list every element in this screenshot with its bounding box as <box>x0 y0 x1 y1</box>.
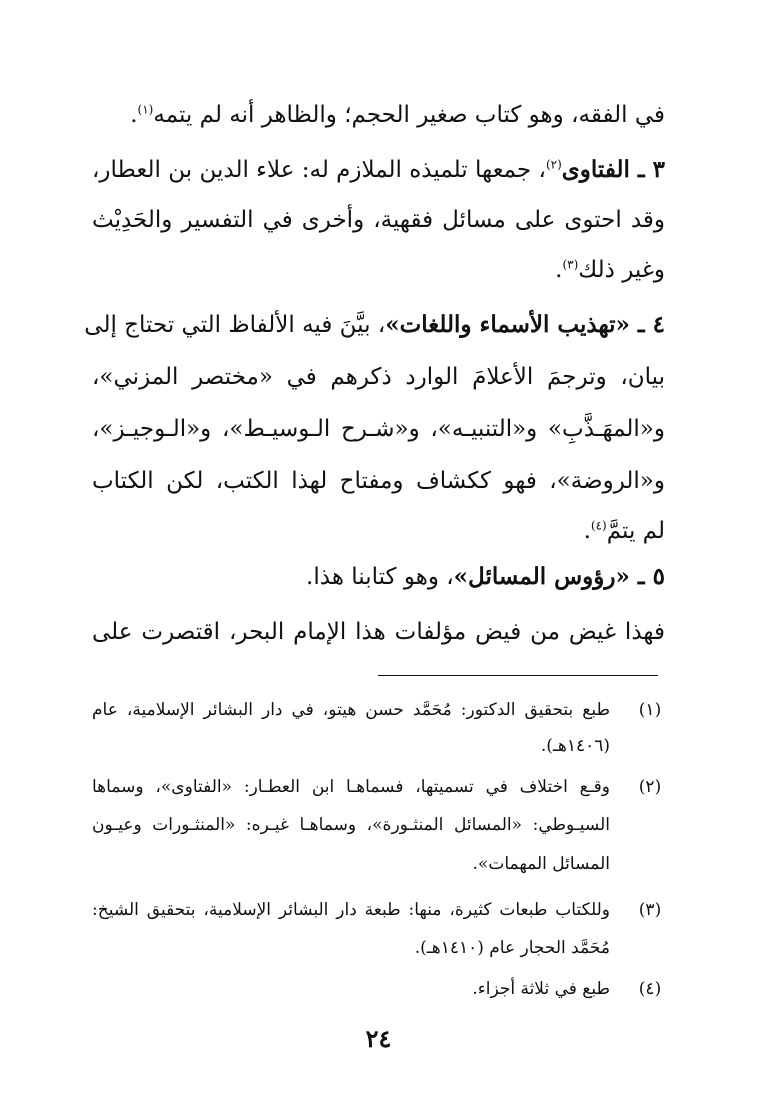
footnote-number: (٤) <box>638 979 662 999</box>
list-item-4 <box>84 305 665 345</box>
body-line <box>92 95 665 135</box>
line-tail: . <box>130 102 138 128</box>
list-item-5 <box>92 557 665 597</box>
line-tail: . <box>583 518 591 544</box>
footnote-ref[interactable]: (١) <box>137 102 154 117</box>
body-line <box>92 357 665 397</box>
line-text: ، وهو كتابنا هذا. <box>306 564 454 590</box>
body-line <box>92 612 665 652</box>
footnote-text: المسائل المهمات». <box>472 854 610 874</box>
page-number: ٢٤ <box>365 1024 392 1053</box>
body-line <box>92 409 665 449</box>
item-number: ٣ ـ <box>629 156 665 183</box>
footnote-text: طبع في ثلاثة أجزاء. <box>472 979 610 999</box>
footnote-text: طبع بتحقيق الدكتور: مُحَمَّد حسن هيتو، في دار البشائر الإسلامية، عام <box>92 700 610 720</box>
line-text: وغير ذلك <box>578 257 665 283</box>
footnote-number: (٢) <box>638 777 662 797</box>
footnote-ref[interactable]: (٤) <box>590 518 607 533</box>
line-text: في الفقه، وهو كتاب صغير الحجم؛ والظاهر أنه لم يتمه <box>153 102 665 128</box>
footnote-number: (١) <box>638 700 662 720</box>
item-number: ٥ ـ <box>629 563 665 590</box>
line-text: ، جمعها تلميذه الملازم له: علاء الدين بن العطار، <box>92 157 546 183</box>
line-tail: . <box>555 257 563 283</box>
line-text: ، بيَّنَ فيه الألفاظ التي تحتاج إلى <box>84 312 386 338</box>
line-text: و«الروضة»، فهو ككشاف ومفتاح لهذا الكتب، لكن الكتاب <box>92 468 665 494</box>
body-line <box>92 461 665 501</box>
item-title: «تهذيب الأسماء واللغات» <box>385 311 630 338</box>
body-line <box>92 250 665 290</box>
item-title: «رؤوس المسائل» <box>453 563 630 590</box>
body-line <box>92 511 665 551</box>
line-text: وقد احتوى على مسائل فقهية، وأخرى في التفسير والحَدِيْث <box>92 207 665 233</box>
body-line <box>92 200 665 240</box>
footnote-text: وللكتاب طبعات كثيرة، منها: طبعة دار البشائر الإسلامية، بتحقيق الشيخ: <box>92 900 610 920</box>
footnote-separator <box>378 675 658 676</box>
line-text: و«المهَـذَّبِ» و«التنبيـه»، و«شـرح الـوسيـط»، و«الـوجيـز»، <box>92 416 665 442</box>
item-title: الفتاوى <box>561 156 630 183</box>
line-text: فهذا غيض من فيض مؤلفات هذا الإمام البحر، اقتصرت على <box>92 619 665 645</box>
item-number: ٤ ـ <box>629 311 665 338</box>
footnote-number: (٣) <box>638 900 662 920</box>
footnote-text: السيـوطي: «المسائل المنثـورة»، وسماهـا غيـره: «المنثـورات وعيـون <box>92 815 610 835</box>
footnote-ref[interactable]: (٢) <box>545 157 562 172</box>
line-text: بيان، وترجمَ الأعلامَ الوارد ذكرهم في «مختصر المزني»، <box>92 364 665 390</box>
line-text: لم يتمَّ <box>606 518 665 544</box>
footnote-text: مُحَمَّد الحجار عام (١٤١٠هـ). <box>414 938 610 958</box>
footnote-text: (١٤٠٦هـ). <box>540 736 610 756</box>
footnote-text: وقـع اختلاف في تسميتها، فسماهـا ابن العطـار: «الفتاوى»، وسماها <box>92 777 610 797</box>
footnote-ref[interactable]: (٣) <box>562 257 579 272</box>
list-item-3 <box>92 150 665 190</box>
